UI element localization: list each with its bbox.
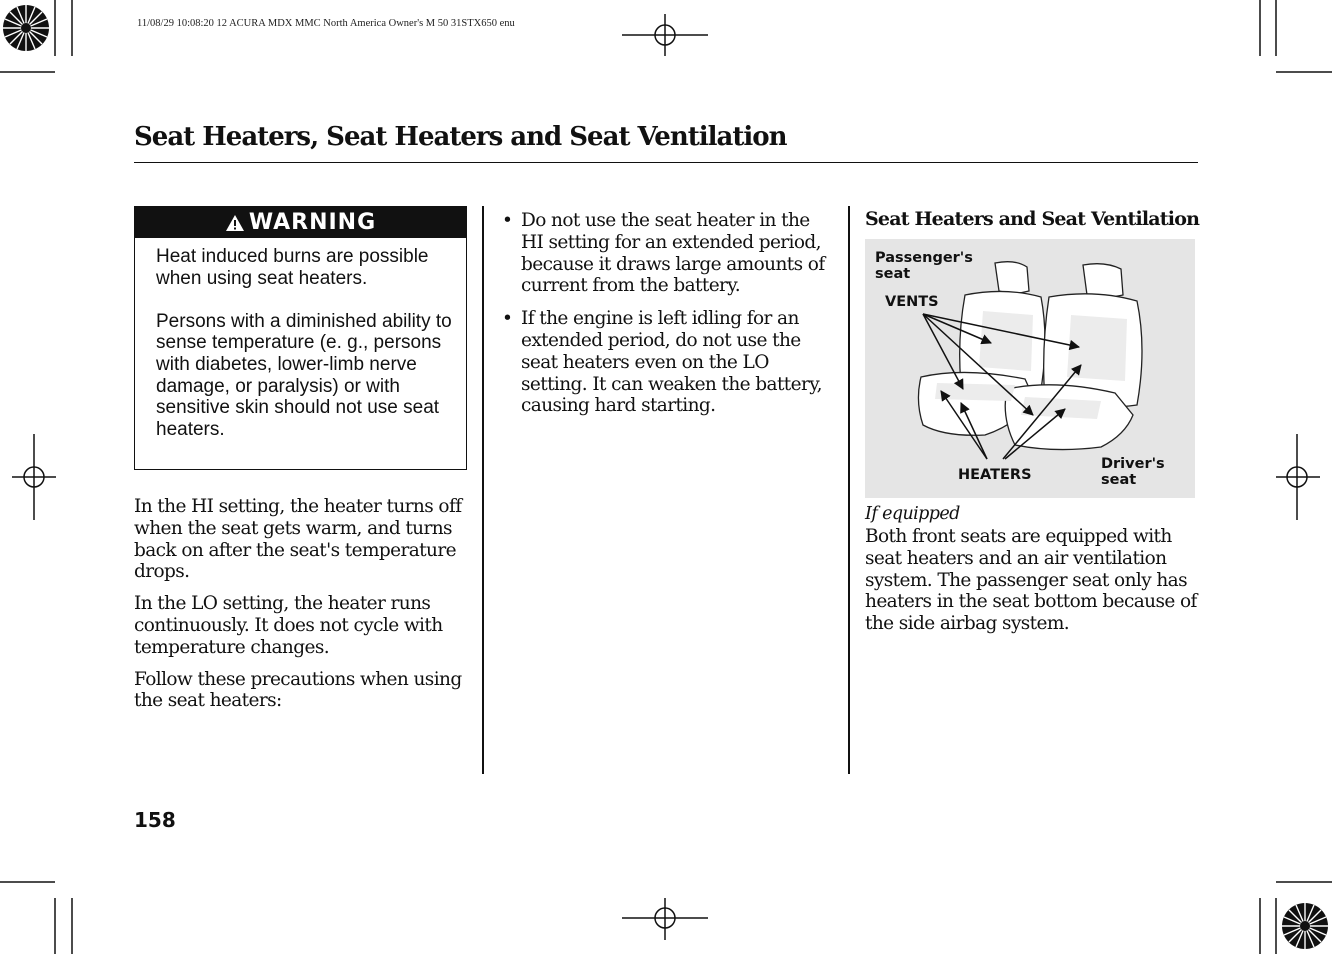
page-number: 158	[134, 808, 176, 832]
warning-paragraph: Heat induced burns are possible when using seat heaters.	[156, 246, 429, 289]
warning-box	[134, 206, 467, 470]
ventilation-description: Both front seats are equipped with seat heaters and an air ventilation system. The passenger seat only has heaters in the seat bottom because of the side airbag system.	[865, 526, 1197, 635]
column-divider-2	[848, 206, 850, 774]
warning-text	[135, 238, 466, 440]
warning-paragraph: Persons with a diminished ability to sense temperature (e. g., persons with diabetes, lower-limb nerve damage, or paralysis) or with sensitive skin should not use seat heaters.	[156, 310, 452, 440]
list-item: • Do not use the seat heater in the HI setting for an extended period, because it draws large amounts of current from the battery.	[502, 210, 832, 297]
column-divider-1	[482, 206, 484, 774]
paragraph-lo-setting: In the LO setting, the heater runs continuously. It does not cycle with temperature changes.	[134, 593, 443, 658]
page-title: Seat Heaters, Seat Heaters and Seat Ventilation	[134, 122, 787, 152]
heaters-label: HEATERS	[958, 467, 1032, 483]
precaution-list	[502, 210, 832, 417]
list-item: • If the engine is left idling for an extended period, do not use the seat heaters even on the LO setting. It can weaken the battery, causing hard starting.	[502, 308, 832, 417]
title-divider	[134, 162, 1198, 163]
passenger-seat-label: Passenger's seat	[875, 250, 973, 282]
paragraph-precautions: Follow these precautions when using the seat heaters:	[134, 668, 462, 712]
warning-label: WARNING	[248, 210, 377, 235]
vents-label: VENTS	[885, 294, 939, 310]
column-3-text	[865, 526, 1203, 645]
paragraph-hi-setting: In the HI setting, the heater turns off when the seat gets warm, and turns back on after the seat's temperature drops.	[134, 496, 462, 583]
if-equipped-note: If equipped	[865, 504, 960, 524]
column-2-text	[502, 210, 832, 428]
drivers-seat-label: Driver's seat	[1101, 456, 1165, 488]
seat-illustration	[865, 239, 1195, 498]
warning-triangle-icon	[225, 214, 245, 232]
column-1-text	[134, 496, 474, 722]
print-header: 11/08/29 10:08:20 12 ACURA MDX MMC North America Owner's M 50 31STX650 enu	[137, 18, 515, 29]
section-heading: Seat Heaters and Seat Ventilation	[865, 208, 1200, 230]
warning-header	[135, 207, 466, 238]
